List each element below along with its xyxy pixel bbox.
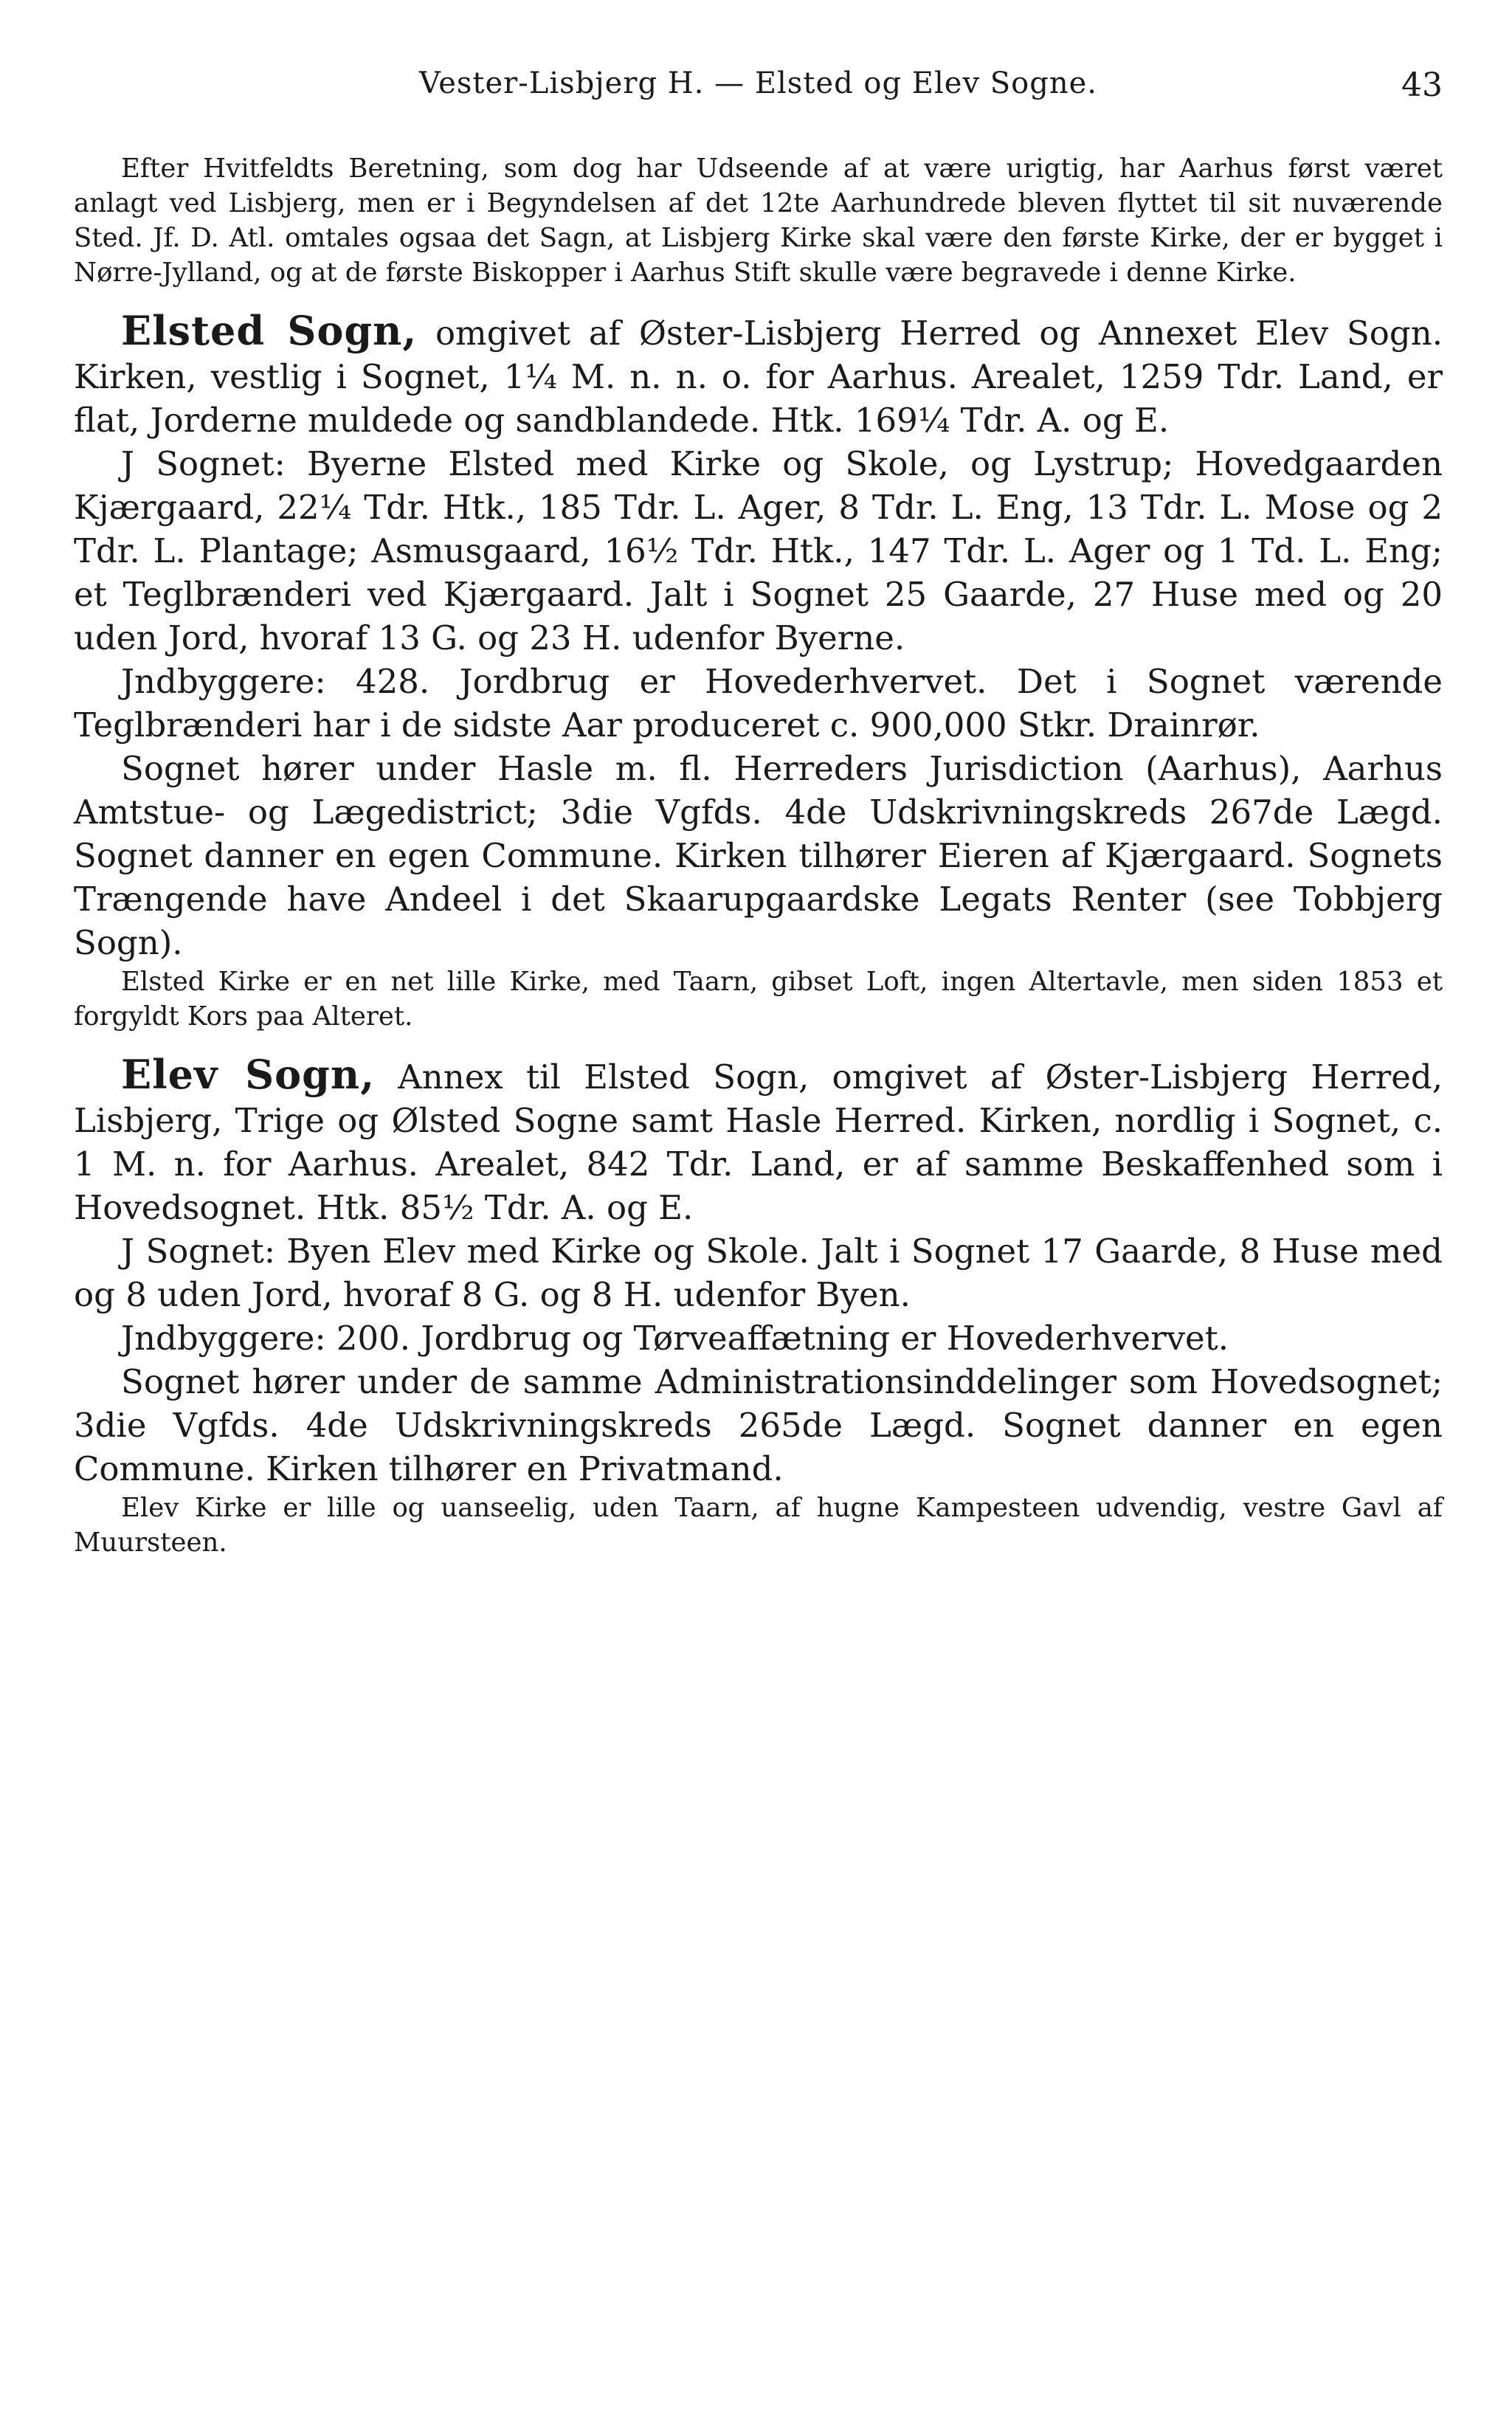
elsted-heading: Elsted Sogn, (121, 307, 418, 354)
elev-paragraph-4: Sognet hører under de samme Administrationsinddelinger som Hovedsognet; 3die Vgfds. 4de Udskrivningskreds 265de Lægd. Sognet danner en egen Commune. Kirken tilhører en Privatmand. (74, 1362, 1443, 1488)
intro-note: Efter Hvitfeldts Beretning, som dog har Udseende af at være urigtig, har Aarhus først været anlagt ved Lisbjerg, men er i Begyndelsen af det 12te Aarhundrede bleven flyttet til sit nuværende Sted. Jf. D. Atl. omtales ogsaa det Sagn, at Lisbjerg Kirke skal være den første Kirke, der er bygget i Nørre-Jylland, og at de første Biskopper i Aarhus Stift skulle være begravede i denne Kirke. (74, 153, 1443, 288)
page-header (74, 66, 1443, 111)
page-number: 43 (1401, 66, 1443, 104)
elev-heading: Elev Sogn, (121, 1051, 375, 1098)
section-elev-sogn (74, 1053, 1443, 1560)
page-body (74, 151, 1443, 1560)
elsted-p1-text: omgivet af Øster-Lisbjerg Herred og Annexet Elev Sogn. Kirken, vestlig i Sognet, 1¼ M. n. n. o. for Aarhus. Arealet, 1259 Tdr. Land, er flat, Jorderne muldede og sandblandede. Htk. 169¼ Tdr. A. og E. (74, 314, 1443, 440)
elsted-paragraph-2: J Sognet: Byerne Elsted med Kirke og Skole, og Lystrup; Hovedgaarden Kjærgaard, 22¼ Tdr. Htk., 185 Tdr. L. Ager, 8 Tdr. L. Eng, 13 Tdr. L. Mose og 2 Tdr. L. Plantage; Asmusgaard, 16½ Tdr. Htk., 147 Tdr. L. Ager og 1 Td. L. Eng; et Teglbrænderi ved Kjærgaard. Jalt i Sognet 25 Gaarde, 27 Huse med og 20 uden Jord, hvoraf 13 G. og 23 H. udenfor Byerne. (74, 444, 1443, 657)
elev-paragraph-1 (74, 1053, 1443, 1229)
elev-note: Elev Kirke er lille og uanseelig, uden Taarn, af hugne Kampesteen udvendig, vestre Gavl af Muursteen. (74, 1493, 1443, 1558)
elev-paragraph-2: J Sognet: Byen Elev med Kirke og Skole. Jalt i Sognet 17 Gaarde, 8 Huse med og 8 uden Jord, hvoraf 8 G. og 8 H. udenfor Byen. (74, 1232, 1443, 1314)
section-elsted-sogn (74, 309, 1443, 1034)
elsted-paragraph-4: Sognet hører under Hasle m. fl. Herreders Jurisdiction (Aarhus), Aarhus Amtstue- og Lægedistrict; 3die Vgfds. 4de Udskrivningskreds 267de Lægd. Sognet danner en egen Commune. Kirken tilhører Eieren af Kjærgaard. Sognets Trængende have Andeel i det Skaarupgaardske Legats Renter (see Tobbjerg Sogn). (74, 749, 1443, 962)
elsted-paragraph-3: Jndbyggere: 428. Jordbrug er Hovederhvervet. Det i Sognet værende Teglbrænderi har i de sidste Aar produceret c. 900,000 Stkr. Drainrør. (74, 662, 1443, 745)
elev-p1-text: Annex til Elsted Sogn, omgivet af Øster-Lisbjerg Herred, Lisbjerg, Trige og Ølsted Sogne samt Hasle Herred. Kirken, nordlig i Sognet, c. 1 M. n. for Aarhus. Arealet, 842 Tdr. Land, er af samme Beskaffenhed som i Hovedsognet. Htk. 85½ Tdr. A. og E. (74, 1057, 1443, 1227)
running-title: Vester-Lisbjerg H. — Elsted og Elev Sogne. (418, 66, 1098, 100)
elsted-paragraph-1 (74, 309, 1443, 442)
elev-paragraph-3: Jndbyggere: 200. Jordbrug og Tørveaffætning er Hovederhvervet. (121, 1319, 1229, 1358)
elsted-note: Elsted Kirke er en net lille Kirke, med Taarn, gibset Loft, ingen Altertavle, men siden 1853 et forgyldt Kors paa Alteret. (74, 967, 1443, 1032)
